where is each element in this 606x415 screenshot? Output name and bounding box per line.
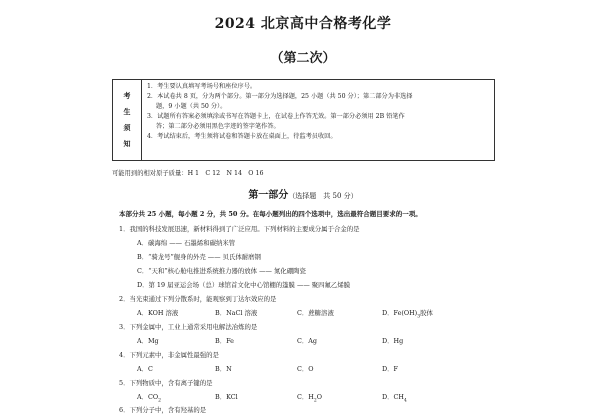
notice-label-char: 考 <box>123 91 131 100</box>
question-option: C．O <box>297 365 314 373</box>
option-subscript: 3 <box>417 314 421 320</box>
exam-subtitle: （第二次） <box>270 51 336 66</box>
question-option <box>382 308 433 319</box>
option-text: C．H <box>297 393 314 401</box>
atomic-masses: 可能用到的相对原子质量：H 1 C 12 N 14 O 16 <box>112 170 264 177</box>
question-option: D．第 19 届亚运会场（总）球馆首文化中心馆棚的篷膜 —— 聚四氟乙烯膜 <box>137 281 351 289</box>
question-stem: 2．当光束通过下列分散系时，能观察到丁达尔效应的是 <box>119 295 277 303</box>
candidate-notice-box <box>112 79 495 161</box>
part1-title: 第一部分 <box>248 190 289 201</box>
question-option <box>137 392 161 403</box>
question-option <box>297 392 322 403</box>
question-option: C．蔗糖溶液 <box>297 309 334 317</box>
option-text: A．CO <box>137 393 159 401</box>
question-stem: 4．下列元素中，非金属性最强的是 <box>119 351 219 359</box>
part1-note: （选择题 共 50 分） <box>288 192 358 200</box>
option-text: D．CH <box>382 393 404 401</box>
question-stem: 6．下列分子中，含有羟基的是 <box>119 406 207 414</box>
question-option: B．“骑龙号”舰身的外壳 —— 贝氏体耐磨钢 <box>137 253 261 261</box>
question-stem: 5．下列物质中，含有离子键的是 <box>119 379 213 387</box>
notice-item: 2．本试卷共 8 页，分为两个部分。第一部分为选择题，25 小题（共 50 分）；第二部分为非选择 <box>147 93 413 100</box>
option-subscript: 2 <box>313 398 317 404</box>
question-option: B．NaCl 溶液 <box>215 309 258 317</box>
notice-label <box>113 80 142 160</box>
question-option: A．碳海绵 —— 石墨烯和碳纳米管 <box>137 239 236 247</box>
question-option: A．C <box>137 365 153 373</box>
question-stem: 1．我国的科技发展迅速，新材料得到了广泛应用。下列材料的主要成分属于合金的是 <box>119 225 360 233</box>
notice-item: 题，9 小题（共 50 分）。 <box>156 103 227 110</box>
option-text: 胶体 <box>420 309 433 317</box>
notice-label-char: 须 <box>123 123 131 132</box>
part1-instruction: 本部分共 25 小题，每小题 2 分，共 50 分。在每小题列出的四个选项中，选出最符合题目要求的一项。 <box>119 210 422 218</box>
question-option: C．Ag <box>297 337 317 345</box>
notice-label-char: 知 <box>123 139 131 148</box>
question-option: B．KCl <box>215 393 238 401</box>
notice-body <box>142 80 494 160</box>
notice-item: 4．考试结束后，考生须将试卷和答题卡放在桌面上，待监考员收回。 <box>147 133 337 140</box>
question-option <box>382 392 407 403</box>
notice-item: 3．试题所有答案必须填涂或书写在答题卡上，在试卷上作答无效。第一部分必须用 2B 铅笔作 <box>147 113 405 120</box>
notice-item: 答；第二部分必须用黑色字迹的签字笔作答。 <box>156 123 280 130</box>
option-text: O <box>316 393 322 401</box>
question-option: C．“天和”核心舱电推进系统推力器的放体 —— 氮化硼陶瓷 <box>137 267 306 275</box>
exam-title: 2024 北京高中合格考化学 <box>214 16 392 32</box>
question-option: A．Mg <box>137 337 159 345</box>
question-option: D．Hg <box>382 337 404 345</box>
question-stem: 3．下列金属中，工业上通常采用电解法冶炼的是 <box>119 323 258 331</box>
option-subscript: 4 <box>403 398 407 404</box>
question-option: D．F <box>382 365 398 373</box>
option-text: D．Fe(OH) <box>382 309 418 317</box>
question-option: A．KOH 溶液 <box>137 309 179 317</box>
option-subscript: 2 <box>158 398 162 404</box>
question-option: B．Fe <box>215 337 234 345</box>
notice-item: 1．考生要认真填写考场号和座位序号。 <box>147 83 257 90</box>
question-option: B．N <box>215 365 232 373</box>
notice-label-char: 生 <box>123 107 131 116</box>
part1-heading <box>0 186 606 201</box>
